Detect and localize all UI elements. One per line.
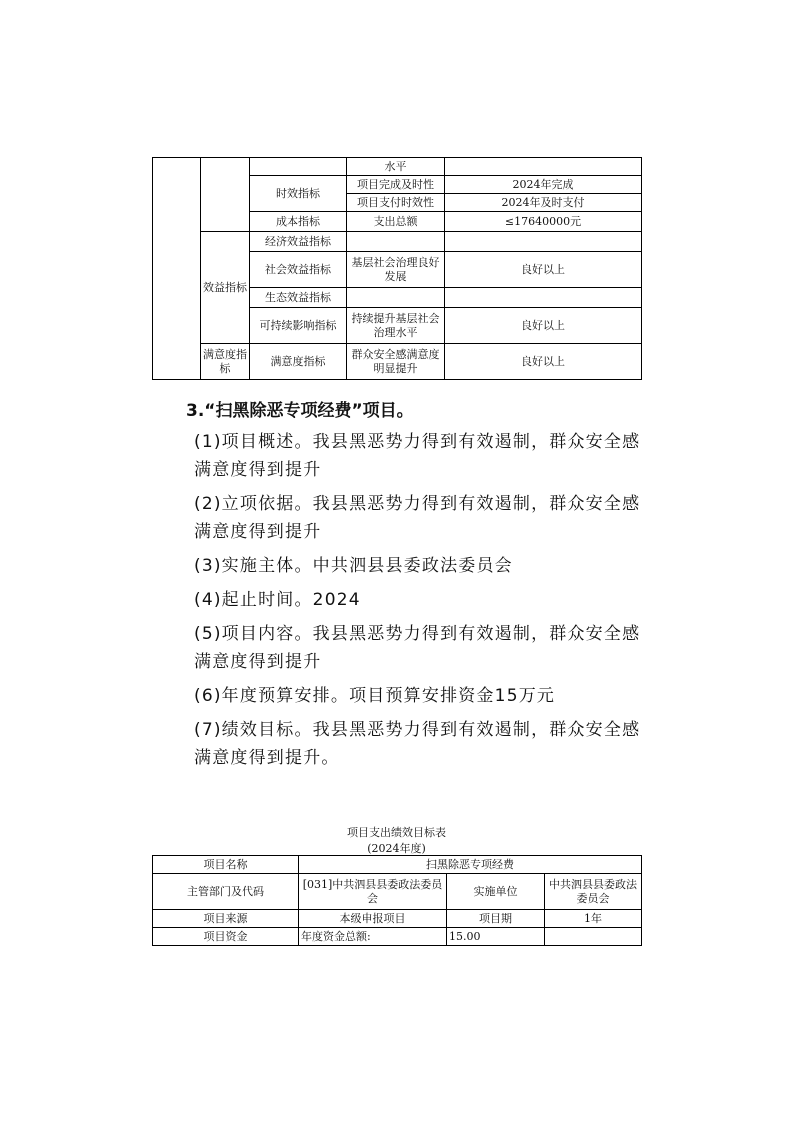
cell: 主管部门及代码 <box>153 874 299 910</box>
table-year: (2024年度) <box>367 842 426 855</box>
blank-cell <box>445 232 642 252</box>
cell: ≤17640000元 <box>445 212 642 232</box>
blank-cell <box>153 158 201 380</box>
paragraph: (2)立项依据。我县黑恶势力得到有效遏制，群众安全感满意度得到提升 <box>194 494 641 542</box>
cell: 项目完成及时性 <box>347 176 445 194</box>
cell: 项目支付时效性 <box>347 194 445 212</box>
cell: 实施单位 <box>447 874 545 910</box>
section-heading: 3.“扫黑除恶专项经费”项目。 <box>186 401 414 421</box>
paragraph: (1)项目概述。我县黑恶势力得到有效遏制，群众安全感满意度得到提升 <box>194 432 641 480</box>
cell: 社会效益指标 <box>250 252 347 288</box>
cell: 2024年及时支付 <box>445 194 642 212</box>
blank-cell <box>250 158 347 176</box>
cell: 项目来源 <box>153 910 299 928</box>
cell: 时效指标 <box>250 176 347 212</box>
blank-cell <box>545 928 642 946</box>
cell: 生态效益指标 <box>250 288 347 308</box>
cell: 1年 <box>545 910 642 928</box>
paragraph: (7)绩效目标。我县黑恶势力得到有效遏制，群众安全感满意度得到提升。 <box>194 720 641 768</box>
cell: 水平 <box>347 158 445 176</box>
cell: 效益指标 <box>201 232 250 344</box>
cell: 项目资金 <box>153 928 299 946</box>
cell: 良好以上 <box>445 252 642 288</box>
cell: 年度资金总额: <box>299 928 447 946</box>
cell: 成本指标 <box>250 212 347 232</box>
cell: 满意度指标 <box>250 344 347 380</box>
cell: 中共泗县县委政法委员会 <box>545 874 642 910</box>
blank-cell <box>445 288 642 308</box>
paragraph: (4)起止时间。2024 <box>194 590 361 610</box>
paragraph: (6)年度预算安排。项目预算安排资金15万元 <box>194 686 556 706</box>
cell: 项目名称 <box>153 856 299 874</box>
table-caption: 项目支出绩效目标表 <box>347 826 446 839</box>
cell: 支出总额 <box>347 212 445 232</box>
paragraph: (5)项目内容。我县黑恶势力得到有效遏制，群众安全感满意度得到提升 <box>194 624 641 672</box>
performance-table <box>152 855 642 946</box>
blank-cell <box>347 288 445 308</box>
cell: [031]中共泗县县委政法委员会 <box>299 874 447 910</box>
cell: 基层社会治理良好发展 <box>347 252 445 288</box>
cell: 2024年完成 <box>445 176 642 194</box>
blank-cell <box>347 232 445 252</box>
paragraph: (3)实施主体。中共泗县县委政法委员会 <box>194 556 513 576</box>
cell: 可持续影响指标 <box>250 308 347 344</box>
cell: 良好以上 <box>445 344 642 380</box>
cell: 经济效益指标 <box>250 232 347 252</box>
cell: 15.00 <box>447 928 545 946</box>
cell: 满意度指标 <box>201 344 250 380</box>
cell: 扫黑除恶专项经费 <box>299 856 642 874</box>
cell: 良好以上 <box>445 308 642 344</box>
blank-cell <box>445 158 642 176</box>
cell: 持续提升基层社会治理水平 <box>347 308 445 344</box>
indicator-table <box>152 157 642 380</box>
cell: 项目期 <box>447 910 545 928</box>
cell: 本级申报项目 <box>299 910 447 928</box>
blank-cell <box>201 158 250 232</box>
cell: 群众安全感满意度明显提升 <box>347 344 445 380</box>
